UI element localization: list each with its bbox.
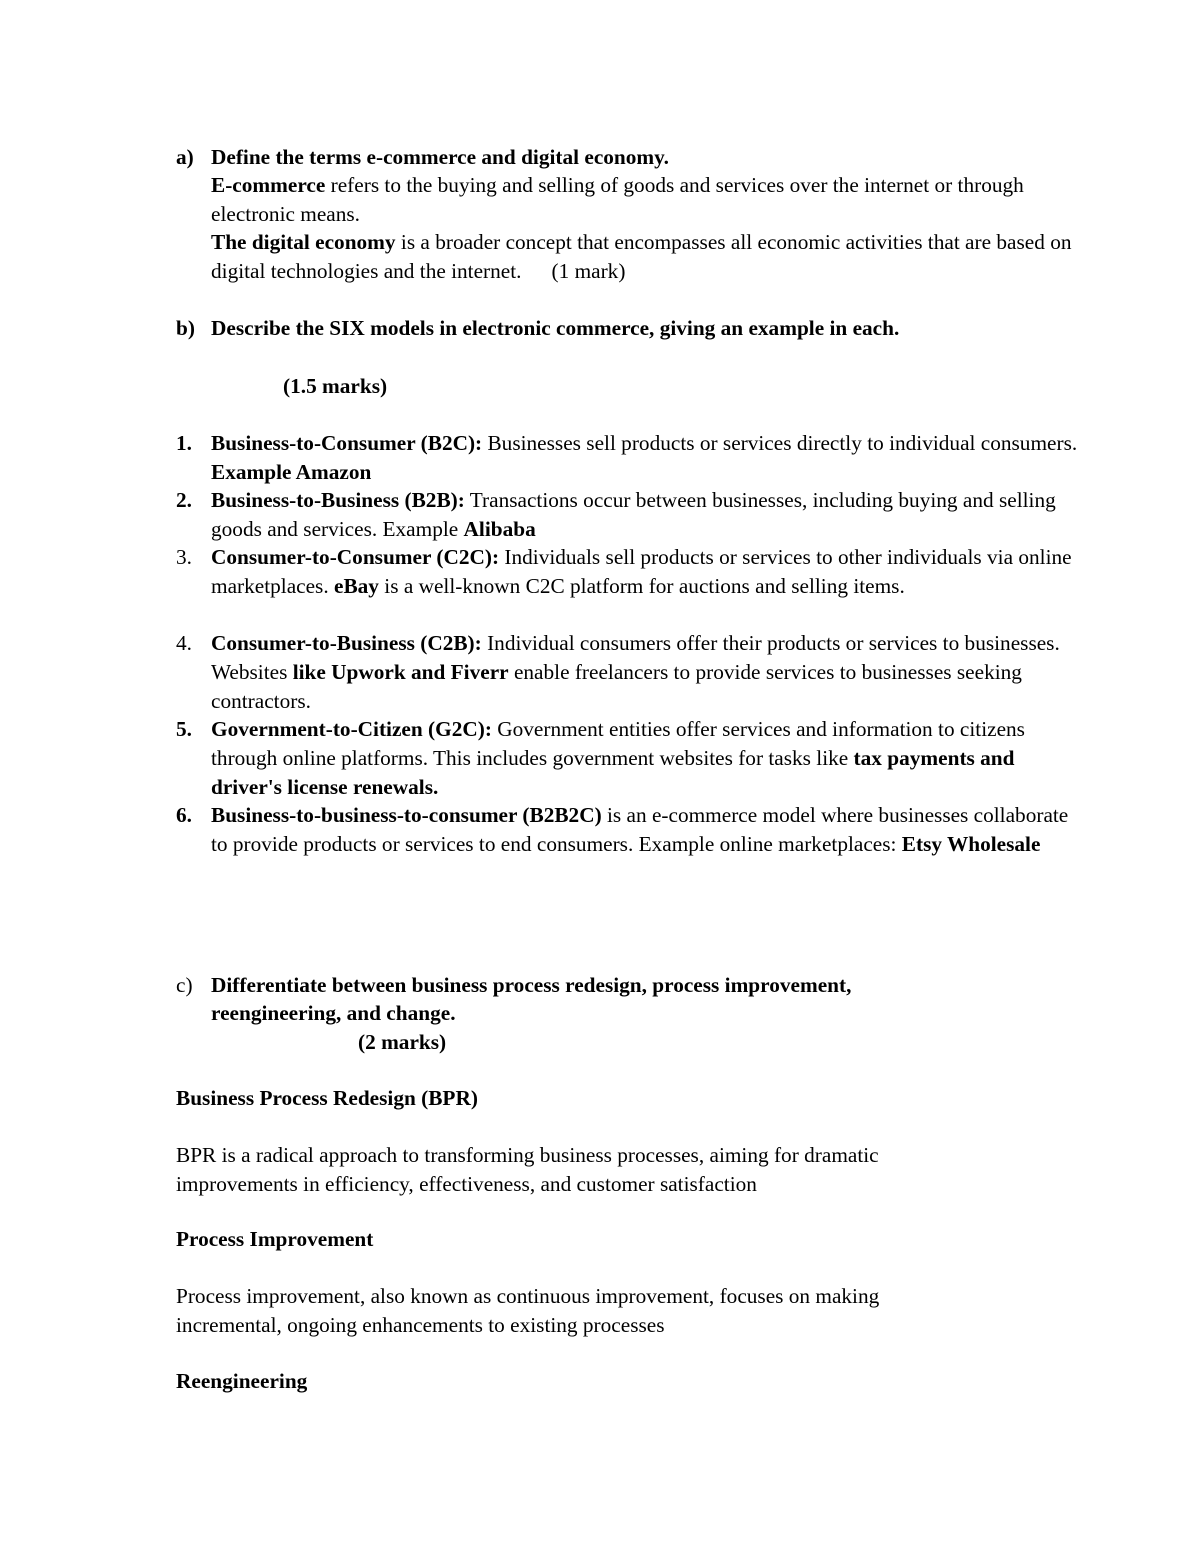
list-item-number: 1. — [176, 431, 192, 455]
model-description: Individual consumers offer their products or services to businesses. Websites — [211, 631, 1060, 684]
list-item — [211, 801, 1081, 859]
list-item-number: 3. — [176, 545, 192, 569]
model-term: Consumer-to-Consumer (C2C): — [211, 545, 500, 569]
model-example: Etsy Wholesale — [901, 831, 1041, 856]
question-c-text-line2: reengineering, and change. — [211, 1001, 456, 1025]
model-example: eBay — [334, 573, 379, 598]
model-term: Business-to-business-to-consumer (B2B2C) — [211, 803, 602, 827]
list-item-number: 6. — [176, 803, 192, 827]
question-a-label: a) — [176, 145, 194, 169]
model-example: tax payments and driver's license renewals. — [211, 745, 1015, 799]
list-item — [211, 629, 1081, 715]
process-improvement-heading: Process Improvement — [176, 1227, 374, 1251]
question-c-marks: (2 marks) — [358, 1030, 447, 1054]
question-a-text: Define the terms e-commerce and digital economy. — [211, 145, 669, 169]
ecommerce-definition — [211, 171, 1081, 229]
question-c-label: c) — [176, 973, 193, 997]
question-b-text: Describe the SIX models in electronic commerce, giving an example in each. — [211, 316, 900, 340]
model-description: Government entities offer services and information to citizens through online platforms. This includes government websites for tasks like — [211, 717, 1025, 770]
ecommerce-term: E-commerce — [211, 173, 326, 197]
list-item-number: 5. — [176, 717, 192, 741]
model-example: Example Amazon — [211, 459, 372, 484]
model-description: is an e-commerce model where businesses collaborate to provide products or services to end consumers. Example online marketplaces: — [211, 803, 1069, 856]
model-description-tail: enable freelancers to provide services to businesses seeking contractors. — [211, 659, 1022, 713]
question-b-marks: (1.5 marks) — [283, 374, 388, 398]
list-item-number: 2. — [176, 488, 192, 512]
digital-economy-definition — [211, 228, 1081, 286]
bpr-body-text: BPR is a radical approach to transforming business processes, aiming for dramatic improvements in efficiency, effectiveness, and customer satisfaction — [176, 1143, 879, 1196]
bpr-body — [176, 1141, 976, 1199]
model-description: Businesses sell products or services directly to individual consumers. — [482, 431, 1078, 455]
model-description: Individuals sell products or services to other individuals via online marketplaces. — [211, 545, 1072, 598]
process-improvement-body-text: Process improvement, also known as continuous improvement, focuses on making incremental, ongoing enhancements to existing processes — [176, 1284, 880, 1337]
list-item-number: 4. — [176, 631, 192, 655]
list-item — [211, 543, 1081, 601]
model-example: like Upwork and Fiverr — [292, 659, 509, 684]
list-item — [211, 486, 1081, 544]
list-item — [211, 429, 1081, 487]
model-term: Business-to-Consumer (B2C): — [211, 431, 483, 455]
list-item — [211, 715, 1081, 801]
model-description-tail: is a well-known C2C platform for auctions and selling items. — [378, 573, 905, 598]
question-b-label: b) — [176, 316, 195, 340]
question-c-text-line1: Differentiate between business process redesign, process improvement, — [211, 973, 852, 997]
model-term: Government-to-Citizen (G2C): — [211, 717, 492, 741]
model-example: Alibaba — [463, 516, 536, 541]
model-term: Consumer-to-Business (C2B): — [211, 631, 482, 655]
bpr-heading: Business Process Redesign (BPR) — [176, 1086, 478, 1110]
digital-def: is a broader concept that encompasses all economic activities that are based on digital technologies and the internet. — [211, 230, 1072, 283]
model-term: Business-to-Business (B2B): — [211, 488, 465, 512]
model-description: Transactions occur between businesses, including buying and selling goods and services. Example — [211, 488, 1056, 541]
reengineering-heading: Reengineering — [176, 1369, 308, 1393]
question-a-marks: (1 mark) — [551, 258, 626, 283]
process-improvement-body — [176, 1282, 976, 1340]
digital-term: The digital economy — [211, 230, 396, 254]
ecommerce-def: refers to the buying and selling of goods and services over the internet or through electronic means. — [211, 173, 1024, 226]
